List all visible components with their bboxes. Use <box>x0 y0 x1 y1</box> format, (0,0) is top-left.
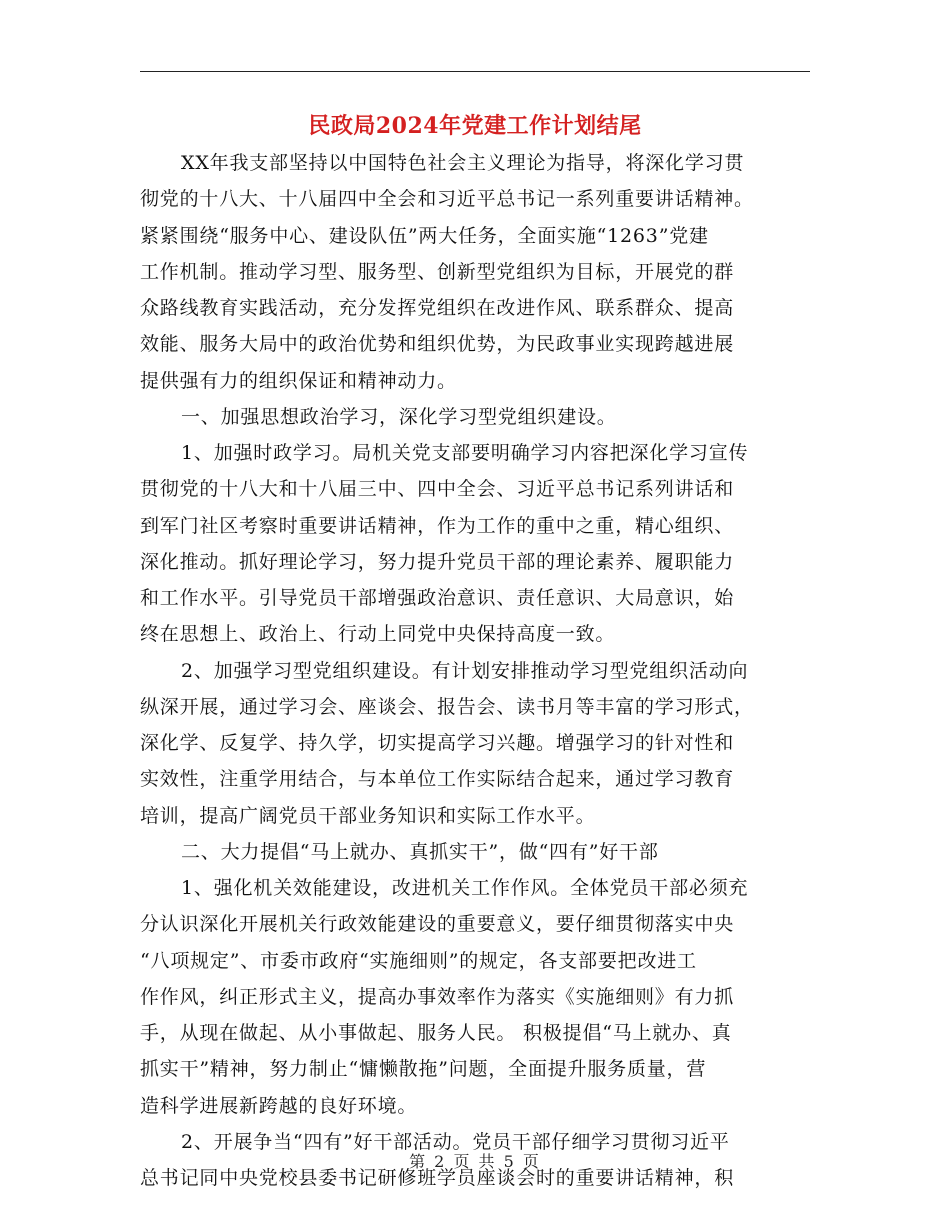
document-title: 民政局2024年党建工作计划结尾 <box>308 113 642 139</box>
body-line: 培训，提高广阔党员干部业务知识和实际工作水平。 <box>140 804 596 827</box>
body-line: 深化推动。抓好理论学习，努力提升党员干部的理论素养、履职能力 <box>140 550 735 573</box>
body-line: 和工作水平。引导党员干部增强政治意识、责任意识、大局意识，始 <box>140 587 735 609</box>
body-line: 提供强有力的组织保证和精神动力。 <box>140 369 457 392</box>
body-line: 造科学进展新跨越的良好环境。 <box>140 1094 418 1117</box>
body-line: 工作机制。推动学习型、服务型、创新型党组织为目标，开展党的群 <box>140 260 735 283</box>
header-rule <box>140 71 810 72</box>
body-line: 1、强化机关效能建设，改进机关工作作风。全体党员干部必须充 <box>181 877 749 899</box>
body-line: 手，从现在做起、从小事做起、服务人民。 积极提倡“马上就办、真 <box>140 1022 732 1044</box>
body-line: 1、加强时政学习。局机关党支部要明确学习内容把深化学习宣传 <box>181 442 749 464</box>
document-body <box>140 145 812 1196</box>
page-number-footer: 第 2 页 共 5 页 <box>409 1152 541 1171</box>
body-line: “八项规定”、市委市政府“实施细则”的规定，各支部要把改进工 <box>140 949 697 972</box>
body-line: 深化学、反复学、持久学，切实提高学习兴趣。增强学习的针对性和 <box>140 732 735 754</box>
body-line: 实效性，注重学用结合，与本单位工作实际结合起来，通过学习教育 <box>140 768 735 791</box>
section-heading: 二、大力提倡“马上就办、真抓实干”，做“四有”好干部 <box>181 840 659 863</box>
body-line: 彻党的十八大、十八届四中全会和习近平总书记一系列重要讲话精神。 <box>140 188 754 211</box>
body-line: 到军门社区考察时重要讲话精神，作为工作的重中之重，精心组织、 <box>140 514 735 537</box>
body-line: 抓实干”精神，努力制止“慵懒散拖”问题，全面提升服务质量，营 <box>140 1058 707 1081</box>
body-line: 总书记同中央党校县委书记研修班学员座谈会时的重要讲话精神，积 <box>140 1167 735 1189</box>
body-line: 作作风，纠正形式主义，提高办事效率作为落实《实施细则》有力抓 <box>140 985 735 1008</box>
body-line: 贯彻党的十八大和十八届三中、四中全会、习近平总书记系列讲话和 <box>140 478 735 501</box>
body-line: 众路线教育实践活动，充分发挥党组织在改进作风、联系群众、提高 <box>140 297 735 319</box>
body-line: XX年我支部坚持以中国特色社会主义理论为指导，将深化学习贯 <box>181 152 745 174</box>
body-line: 效能、服务大局中的政治优势和组织优势，为民政事业实现跨越进展 <box>140 333 735 356</box>
section-heading: 一、加强思想政治学习，深化学习型党组织建设。 <box>181 405 617 428</box>
body-line: 分认识深化开展机关行政效能建设的重要意义，要仔细贯彻落实中央 <box>140 913 735 936</box>
body-line: 紧紧围绕“服务中心、建设队伍”两大任务，全面实施“1263”党建 <box>140 224 709 247</box>
body-line: 终在思想上、政治上、行动上同党中央保持高度一致。 <box>140 623 616 646</box>
body-line: 2、开展争当“四有”好干部活动。党员干部仔细学习贯彻习近平 <box>181 1130 730 1153</box>
body-line: 2、加强学习型党组织建设。有计划安排推动学习型党组织活动向 <box>181 659 749 682</box>
body-line: 纵深开展，通过学习会、座谈会、报告会、读书月等丰富的学习形式， <box>140 695 754 718</box>
